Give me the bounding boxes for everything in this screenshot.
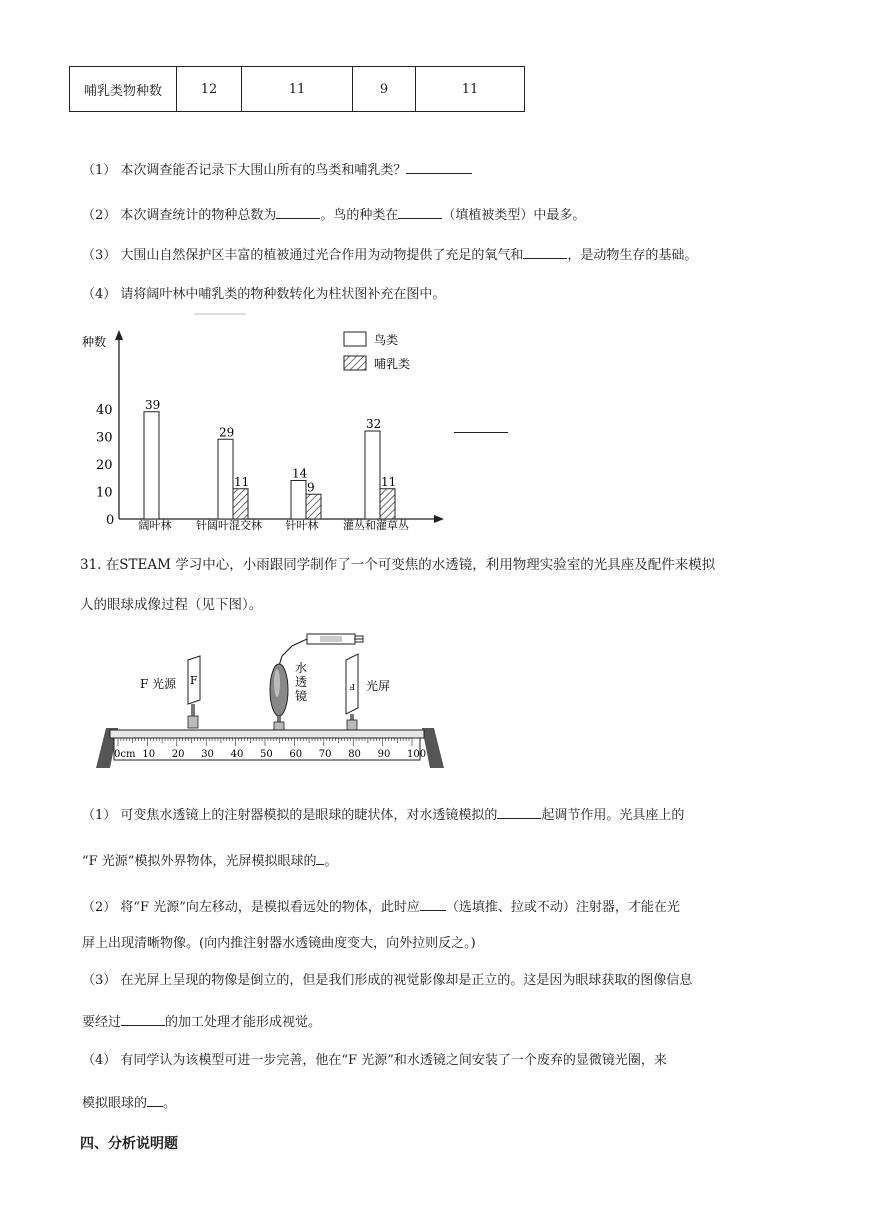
legend-swatch-birds	[344, 332, 366, 346]
lens-label-1: 水	[295, 661, 308, 675]
question-31-1-line1	[82, 805, 684, 825]
question-30-4	[82, 286, 445, 304]
table-cell: 11	[416, 67, 525, 112]
question-31-intro-line1: 31. 在STEAM 学习中心，小雨跟同学制作了一个可变焦的水透镜，利用物理实验室的光具座及配件来模拟	[80, 557, 716, 573]
table-cell: 12	[177, 67, 242, 112]
question-text: 。	[163, 1096, 177, 1111]
question-text: （3） 大围山自然保护区丰富的植被通过光合作用为动物提供了充足的氧气和	[82, 248, 524, 263]
bar-value-label: 11	[234, 474, 250, 489]
x-categories	[139, 518, 410, 532]
ruler-label: 50	[260, 749, 273, 760]
f-light-source	[140, 656, 200, 728]
question-31-3-line1: （3） 在光屏上呈现的物像是倒立的，但是我们形成的视觉影像却是正立的。这是因为眼球获取的图像信息	[82, 973, 693, 988]
legend-swatch-mammals	[344, 356, 366, 370]
x-category-label: 灌丛和灌草丛	[343, 519, 409, 532]
question-text: （2） 将“F 光源”向左移动，是模拟看远处的物体，此时应	[82, 900, 420, 915]
bar-birds	[365, 431, 380, 519]
ruler-label: 30	[201, 749, 214, 760]
question-text: （1） 本次调查能否记录下大围山所有的鸟类和哺乳类？	[82, 163, 407, 178]
x-category-label: 阔叶林	[138, 519, 172, 532]
water-lens	[270, 660, 307, 732]
ruler-label: 0cm	[114, 749, 136, 760]
answer-blank	[406, 160, 472, 174]
f-letter: F	[190, 674, 198, 687]
question-31-intro-line2: 人的眼球成像过程（见下图）。	[80, 597, 263, 613]
question-31-1-line2	[82, 851, 337, 871]
ruler-label: 10	[142, 749, 156, 760]
question-text: （1） 可变焦水透镜上的注射器模拟的是眼球的睫状体，对水透镜模拟的	[82, 808, 498, 823]
optical-bench-figure	[92, 628, 452, 773]
y-tick-label: 40	[96, 403, 113, 418]
ruler-label: 70	[318, 749, 332, 760]
question-31-4-line2	[82, 1093, 176, 1113]
y-tick-label: 30	[96, 430, 113, 446]
question-31-2-line1	[82, 897, 680, 917]
question-text: “F 光源”模拟外界物体，光屏模拟眼球的	[82, 854, 317, 869]
question-text: ，是动物生存的基础。	[567, 248, 698, 263]
ruler-label: 100	[407, 749, 427, 760]
screen-f-letter: F	[349, 682, 355, 691]
answer-blank	[121, 1012, 165, 1026]
question-text: （填植被类型）中最多。	[442, 208, 586, 223]
x-category-label: 针阔叶混交林	[196, 519, 262, 532]
answer-blank	[398, 205, 442, 219]
bar-mammals	[380, 489, 395, 519]
answer-blank	[523, 245, 567, 259]
answer-blank	[276, 205, 320, 219]
bar-value-label: 32	[366, 417, 382, 431]
table-cell: 11	[242, 67, 353, 112]
bar-mammals	[233, 489, 248, 519]
f-source-label: F 光源	[140, 677, 177, 691]
question-text: （选填推、拉或不动）注射器，才能在光	[445, 900, 680, 915]
bar-birds	[291, 481, 306, 520]
y-axis-label: 种数	[82, 335, 107, 349]
light-screen	[346, 654, 390, 730]
bar-value-label: 14	[292, 466, 308, 481]
ruler-label: 90	[377, 749, 391, 760]
y-axis-arrow	[115, 330, 123, 340]
y-ticks	[96, 403, 114, 528]
question-text: 。	[324, 854, 338, 869]
bar-value-label: 29	[219, 425, 235, 440]
bar-birds	[218, 439, 233, 519]
screen-label: 光屏	[366, 679, 391, 693]
lens-label-3: 镜	[295, 689, 308, 703]
question-text: 的加工处理才能形成视觉。	[165, 1015, 322, 1030]
ruler-label: 20	[171, 749, 185, 760]
bar-value-label: 11	[381, 474, 397, 489]
y-tick-label: 0	[106, 513, 115, 528]
question-31-4-line1: （4） 有同学认为该模型可进一步完善，他在“F 光源”和水透镜之间安装了一个废弃的显微镜光圈，来	[82, 1053, 667, 1068]
question-30-2	[82, 205, 585, 225]
bar-birds	[144, 412, 159, 519]
answer-blank	[420, 897, 446, 911]
legend-label-mammals: 哺乳类	[374, 357, 411, 371]
question-text: 模拟眼球的	[82, 1096, 148, 1111]
question-30-3	[82, 245, 697, 265]
ruler-label: 40	[230, 749, 244, 760]
question-text: 。鸟的种类在	[320, 208, 399, 223]
bars	[144, 398, 396, 519]
question-30-1	[82, 160, 472, 180]
answer-blank	[497, 805, 541, 819]
x-axis-arrow	[434, 515, 444, 523]
legend	[344, 332, 410, 371]
question-text: 起调节作用。光具座上的	[541, 808, 685, 823]
y-tick-label: 20	[96, 458, 113, 473]
table-cell: 9	[353, 67, 416, 112]
section-title: 四、分析说明题	[80, 1136, 178, 1152]
lens-label-2: 透	[295, 675, 308, 689]
question-31-2-line2: 屏上出现清晰物像。(向内推注射器水透镜曲度变大，向外拉则反之。)	[82, 936, 476, 951]
optical-bench	[96, 728, 444, 768]
bar-mammals	[306, 494, 321, 519]
y-tick-label: 10	[96, 485, 113, 501]
ruler-label: 80	[348, 749, 361, 760]
question-31-3-line2	[82, 1012, 321, 1032]
table-row	[70, 67, 525, 112]
x-category-label: 针叶林	[285, 519, 319, 532]
ruler-label: 60	[289, 749, 303, 760]
question-text: 要经过	[82, 1015, 122, 1030]
species-table	[69, 66, 525, 112]
answer-blank	[147, 1093, 163, 1107]
bar-value-label: 39	[145, 397, 161, 412]
legend-label-birds: 鸟类	[374, 333, 399, 347]
bar-value-label: 9	[307, 480, 315, 495]
question-text: （4） 请将阔叶林中哺乳类的物种数转化为柱状图补充在图中。	[82, 287, 446, 302]
answer-blank	[454, 432, 508, 433]
table-row-label: 哺乳类物种数	[70, 67, 177, 112]
question-text: （2） 本次调查统计的物种总数为	[82, 208, 277, 223]
bar-chart	[70, 310, 530, 535]
